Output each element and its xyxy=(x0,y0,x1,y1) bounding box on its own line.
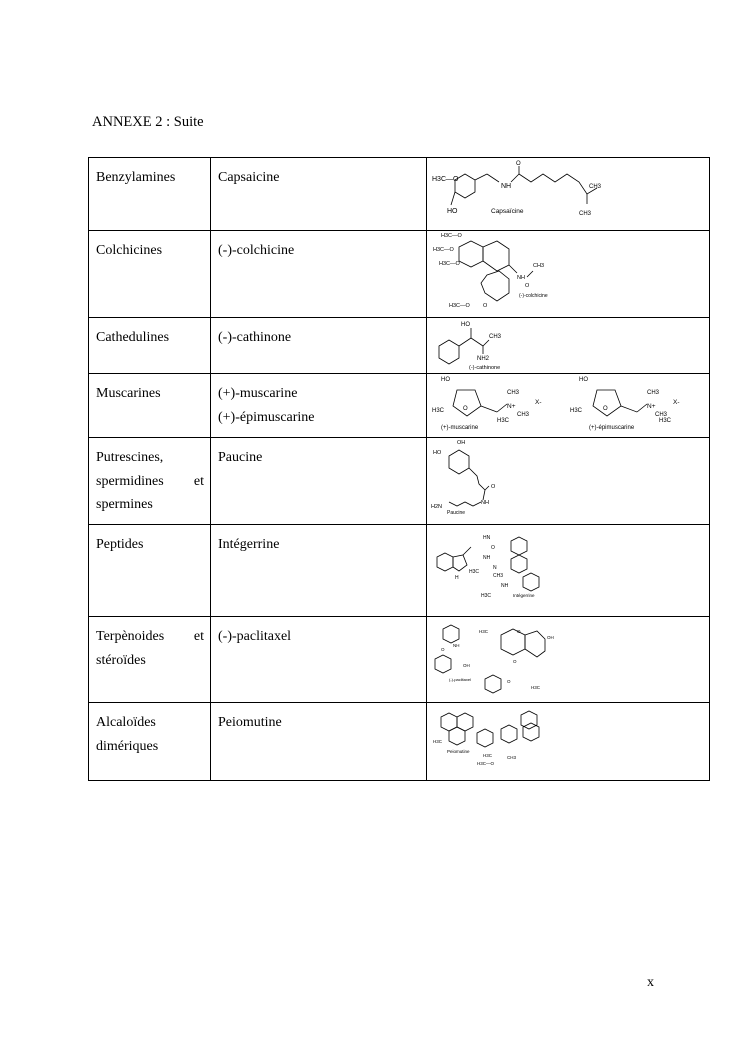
struct-label: H3C xyxy=(659,418,672,424)
table-row xyxy=(89,525,710,617)
compound-cell: (+)-muscarine xyxy=(218,386,298,401)
family-cell: stéroïdes xyxy=(96,652,146,668)
compound-cell: (-)-cathinone xyxy=(218,330,292,345)
struct-label: OH xyxy=(457,440,466,446)
struct-label: OH xyxy=(463,663,470,668)
family-cell: et xyxy=(193,473,204,489)
family-cell: et xyxy=(193,629,204,644)
struct-label: NH xyxy=(481,500,489,506)
struct-label: NH xyxy=(453,643,460,648)
struct-label: CH3 xyxy=(647,390,660,396)
struct-label: H3C—O xyxy=(477,761,495,766)
table-row xyxy=(89,703,710,781)
paclitaxel-structure xyxy=(427,617,709,702)
colchicine-structure xyxy=(427,231,709,317)
struct-label: Peiomutine xyxy=(447,749,470,754)
table-row xyxy=(89,231,710,318)
family-cell: Alcaloïdes xyxy=(96,715,156,730)
family-cell: spermines xyxy=(96,497,153,512)
cathinone-structure xyxy=(427,318,709,373)
struct-label: H3C xyxy=(433,739,443,744)
struct-label: NH xyxy=(501,183,512,190)
compound-cell: Paucine xyxy=(218,450,263,465)
struct-label: O xyxy=(491,545,495,551)
table-row xyxy=(89,617,710,703)
struct-label: NH xyxy=(483,555,491,561)
page-number: x xyxy=(647,975,654,990)
compound-cell: (-)-colchicine xyxy=(218,243,295,258)
table-row xyxy=(89,158,710,231)
struct-label: O xyxy=(507,679,511,684)
struct-label: X- xyxy=(535,399,542,406)
struct-label: H3C xyxy=(481,593,492,599)
family-cell: spermidines xyxy=(96,473,164,489)
struct-label: H3C xyxy=(483,753,493,758)
struct-label: CH3 xyxy=(579,211,592,217)
compound-cell: Capsaicine xyxy=(218,170,280,185)
compound-cell: (+)-épimuscarine xyxy=(218,409,315,425)
family-cell: Terpènoides xyxy=(96,629,165,644)
compound-cell: Intégerrine xyxy=(218,537,280,552)
struct-label: N+ xyxy=(647,403,656,410)
page-title: ANNEXE 2 : Suite xyxy=(92,114,204,130)
struct-label: O xyxy=(517,629,521,634)
struct-label: H3C—O xyxy=(449,303,470,309)
struct-label: HO xyxy=(433,450,442,456)
struct-label: Intégerrine xyxy=(513,593,535,598)
struct-label: O xyxy=(441,647,445,652)
struct-label: Capsaïcine xyxy=(491,208,524,215)
struct-label: O xyxy=(491,484,496,490)
struct-label: O xyxy=(516,161,521,167)
table-row xyxy=(89,438,710,525)
struct-label: H3C—O xyxy=(441,233,462,239)
struct-label: N xyxy=(493,565,497,571)
struct-label: X- xyxy=(673,399,680,406)
struct-label: NH2 xyxy=(477,356,490,362)
struct-label: (-)-cathinone xyxy=(469,365,501,371)
struct-label: OH xyxy=(547,635,554,640)
struct-label: H3C—O xyxy=(432,176,459,183)
struct-label: HN xyxy=(483,535,491,541)
struct-label: O xyxy=(513,659,517,664)
family-cell: Muscarines xyxy=(96,386,161,401)
struct-label: H2N xyxy=(431,504,443,510)
struct-label: O xyxy=(525,283,530,289)
struct-label: (-)-paclitaxel xyxy=(449,677,472,682)
family-cell: Peptides xyxy=(96,537,144,552)
struct-label: O xyxy=(463,406,468,412)
struct-label: HO xyxy=(447,208,458,215)
family-cell: dimériques xyxy=(96,738,159,754)
struct-label: NH xyxy=(501,583,509,589)
struct-label: O xyxy=(483,303,488,309)
family-cell: Putrescines, xyxy=(96,450,164,465)
integerrine-structure xyxy=(427,525,709,616)
family-cell: Colchicines xyxy=(96,243,163,258)
struct-label: H xyxy=(455,575,459,581)
struct-label: (-)-colchicine xyxy=(519,293,548,299)
table-row xyxy=(89,374,710,438)
muscarine-structures xyxy=(427,374,709,437)
struct-label: CH3 xyxy=(517,412,530,418)
struct-label: H3C xyxy=(469,569,480,575)
capsaicin-structure xyxy=(427,158,709,230)
struct-label: H3C xyxy=(497,418,510,424)
struct-label: CH3 xyxy=(589,184,602,190)
compound-cell: (-)-paclitaxel xyxy=(218,629,292,644)
struct-label: CH3 xyxy=(507,755,517,760)
struct-label: CH3 xyxy=(489,334,502,340)
struct-label: HO xyxy=(441,377,450,383)
struct-label: H3C—O xyxy=(433,247,454,253)
struct-label: CH3 xyxy=(507,390,520,396)
struct-label: H3C xyxy=(432,408,445,414)
family-cell: Benzylamines xyxy=(96,170,176,185)
peiomutine-structure xyxy=(427,703,709,780)
struct-label: NH xyxy=(517,275,525,281)
struct-label: (+)-épimuscarine xyxy=(589,425,635,431)
struct-label: N+ xyxy=(507,403,516,410)
struct-label: CH3 xyxy=(493,573,504,579)
annex-table xyxy=(88,157,710,781)
family-cell: Cathedulines xyxy=(96,330,170,345)
struct-label: H3C—O xyxy=(439,261,460,267)
struct-label: H3C xyxy=(531,685,541,690)
struct-label: O xyxy=(603,406,608,412)
struct-label: Paucine xyxy=(447,510,466,516)
struct-label: CH3 xyxy=(533,263,545,269)
paucine-structure xyxy=(427,438,709,524)
struct-label: H3C xyxy=(479,629,489,634)
struct-label: CH3 xyxy=(655,412,668,418)
struct-label: (+)-muscarine xyxy=(441,425,479,431)
struct-label: HO xyxy=(461,322,470,328)
compound-cell: Peiomutine xyxy=(218,715,282,730)
table-row xyxy=(89,318,710,374)
struct-label: H3C xyxy=(570,408,583,414)
struct-label: HO xyxy=(579,377,588,383)
